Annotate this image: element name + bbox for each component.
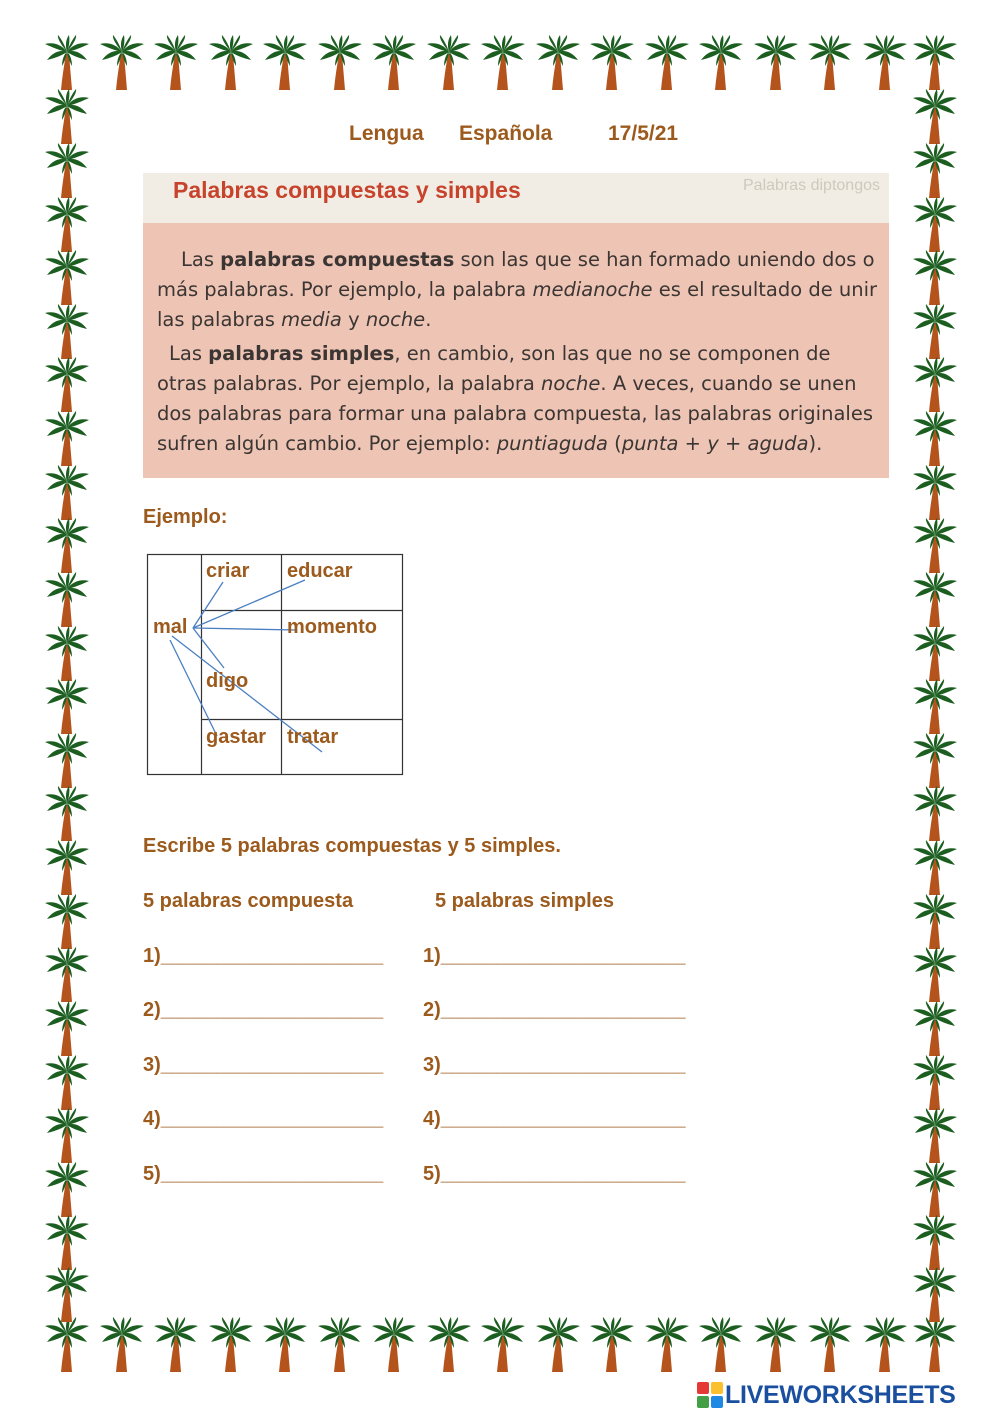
liveworksheets-logo-icon bbox=[697, 1382, 723, 1408]
diagram-word-digo: digo bbox=[206, 670, 249, 692]
text-run: medianoche bbox=[532, 278, 653, 301]
textbook-excerpt bbox=[143, 173, 889, 478]
answer-line-compuesta-5[interactable]: 5)____________________ bbox=[143, 1163, 384, 1185]
liveworksheets-logo-text: LIVEWORKSHEETS bbox=[725, 1381, 956, 1409]
text-run: . A veces, cuando se unen dos palabras para formar una palabra compuesta, las palabras originales sufren algún cambio. Por ejemplo: bbox=[157, 372, 873, 455]
text-run: son las que se han formado uniendo dos o más palabras. Por ejemplo, la palabra bbox=[157, 248, 875, 301]
diagram-word-tratar: tratar bbox=[287, 726, 339, 748]
liveworksheets-logo bbox=[697, 1381, 997, 1409]
text-run: puntiaguda bbox=[496, 432, 608, 455]
text-run: palabras compuestas bbox=[220, 248, 455, 271]
text-run: Las bbox=[181, 248, 221, 271]
subject-word-lengua: Lengua bbox=[349, 122, 424, 145]
diagram-root-word-mal: mal bbox=[153, 616, 188, 638]
text-run: y bbox=[341, 308, 366, 331]
diagram-word-educar: educar bbox=[287, 560, 353, 582]
text-run: media bbox=[281, 308, 342, 331]
text-run: + bbox=[678, 432, 708, 455]
answer-line-compuesta-1[interactable]: 1)____________________ bbox=[143, 945, 384, 967]
answer-line-compuesta-3[interactable]: 3)____________________ bbox=[143, 1054, 384, 1076]
text-run: aguda bbox=[747, 432, 809, 455]
diagram-word-momento: momento bbox=[287, 616, 377, 638]
worksheet-date: 17/5/21 bbox=[608, 122, 679, 145]
column-header-simples: 5 palabras simples bbox=[435, 890, 614, 912]
text-run: + bbox=[718, 432, 748, 455]
answer-line-compuesta-4[interactable]: 4)____________________ bbox=[143, 1108, 384, 1130]
answer-line-simple-1[interactable]: 1)______________________ bbox=[423, 945, 686, 967]
example-label: Ejemplo: bbox=[143, 506, 228, 528]
textbook-title: Palabras compuestas y simples bbox=[173, 177, 521, 203]
answer-line-compuesta-2[interactable]: 2)____________________ bbox=[143, 999, 384, 1021]
answer-line-simple-3[interactable]: 3)______________________ bbox=[423, 1054, 686, 1076]
text-run: . bbox=[425, 308, 432, 331]
text-run: , en cambio, son las que no se componen de otras palabras. Por ejemplo, la palabra bbox=[157, 342, 831, 395]
textbook-paragraph-compuestas bbox=[157, 245, 879, 335]
text-run: Las bbox=[169, 342, 209, 365]
answer-line-simple-5[interactable]: 5)______________________ bbox=[423, 1163, 686, 1185]
textbook-paragraph-simples bbox=[157, 339, 879, 459]
diagram-word-criar: criar bbox=[206, 560, 250, 582]
subject-word-espanola: Española bbox=[459, 122, 553, 145]
diagram-word-gastar: gastar bbox=[206, 726, 267, 748]
text-run: noche bbox=[541, 372, 601, 395]
text-run: es el resultado de unir las palabras bbox=[157, 278, 878, 331]
text-run: y bbox=[707, 432, 719, 455]
text-run: punta bbox=[621, 432, 679, 455]
textbook-faint-heading: Palabras diptongos bbox=[743, 177, 880, 194]
exercise-instruction: Escribe 5 palabras compuestas y 5 simples. bbox=[143, 835, 561, 857]
column-header-compuestas: 5 palabras compuesta bbox=[143, 890, 354, 912]
answer-line-simple-4[interactable]: 4)______________________ bbox=[423, 1108, 686, 1130]
text-run: ). bbox=[808, 432, 823, 455]
text-run: noche bbox=[365, 308, 426, 331]
text-run: ( bbox=[607, 432, 622, 455]
worksheet-header bbox=[0, 122, 1000, 152]
text-run: palabras simples bbox=[208, 342, 395, 365]
answer-line-simple-2[interactable]: 2)______________________ bbox=[423, 999, 686, 1021]
